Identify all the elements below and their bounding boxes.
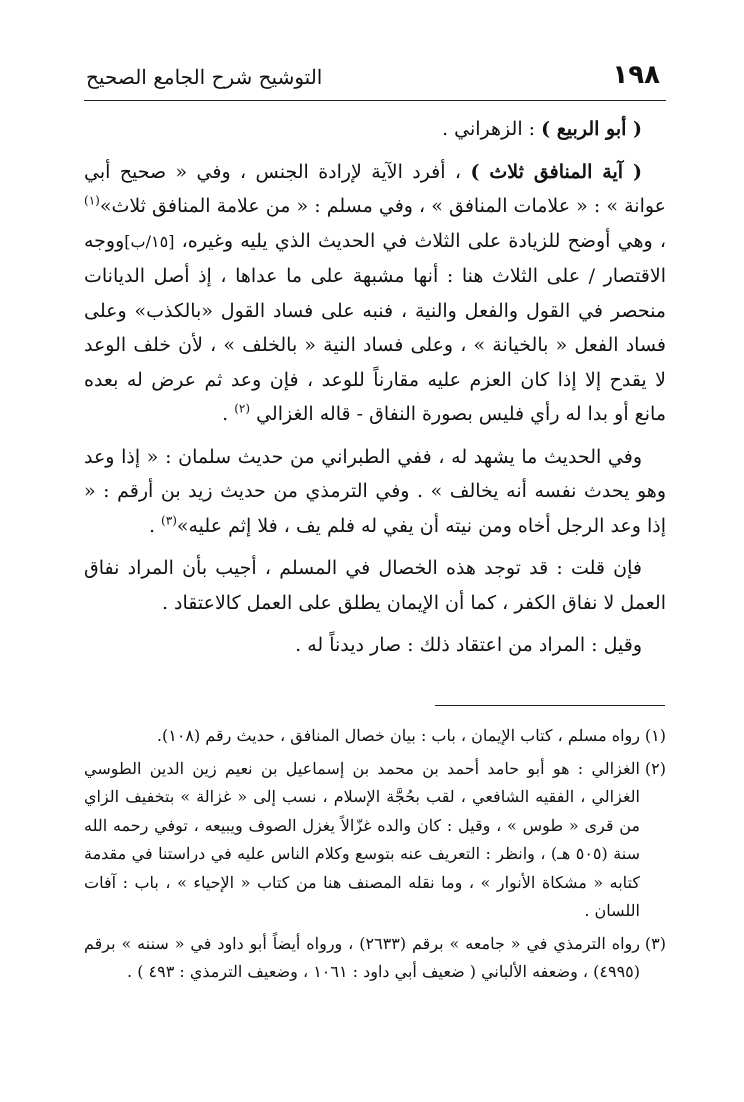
footnote-ref-1: (١) — [84, 193, 100, 208]
margin-folio-note: [١٥/ب] — [124, 231, 175, 251]
paragraph-text: : الزهراني . — [442, 118, 542, 140]
paragraph-text: ، وهي أوضح للزيادة على الثلاث في الحديث الذي يليه وغيره، — [174, 229, 666, 252]
footnote-ref-2: (٢) — [234, 401, 251, 416]
footnote-number: (٣) — [644, 933, 666, 953]
footnote-2 — [84, 755, 666, 926]
footnote-ref-3: (٣) — [161, 513, 177, 528]
paragraph-text: . — [148, 514, 162, 537]
footnote-text: رواه مسلم ، كتاب الإيمان ، باب : بيان خصال المنافق ، حديث رقم (١٠٨). — [156, 726, 640, 745]
footnote-text: الغزالي : هو أبو حامد أحمد بن محمد بن إسماعيل بن نعيم زين الدين الطوسي الغزالي ، الفقيه الشافعي ، لقب بحُجَّة الإسلام ، نسب إلى « غزالة » بتخفيف الزاي من قرى « طوس » ، وقيل : كان والده غزّالاً يغزل الصوف ويبيعه ، توفي رحمه الله سنة (٥٠٥ هـ) ، وانظر : التعريف عنه بتوسع وكلام الناس عليه في دراستنا في مقدمة كتابه « مشكاة الأنوار » ، وما نقله المصنف هنا من كتاب « الإحياء » ، باب : آفات اللسان . — [84, 758, 641, 920]
paragraph-text: . — [222, 403, 235, 425]
paragraph-text: ، أفرد الآية لإرادة الجنس ، وفي « صحيح أبي عوانة » : « علامات المنافق » ، وفي مسلم : « من علامة المنافق ثلاث» — [84, 160, 666, 217]
footnote-number: (٢) — [644, 758, 666, 778]
page-header — [84, 60, 664, 94]
paragraph-alternate-view: وقيل : المراد من اعتقاد ذلك : صار ديدناً له . — [295, 634, 642, 656]
footnote-3 — [84, 930, 666, 987]
main-text — [84, 112, 666, 671]
paragraph-objection: فإن قلت : قد توجد هذه الخصال في المسلم ، أجيب بأن المراد نفاق العمل لا نفاق الكفر ، كما أن الإيمان يطلق على العمل كالاعتقاد . — [84, 557, 666, 614]
page-number: ١٩٨ — [612, 60, 660, 90]
footnote-number: (١) — [644, 726, 666, 745]
paragraph-hadith-support — [84, 440, 666, 544]
header-rule — [84, 100, 666, 101]
paragraph-abu-rabie — [84, 112, 666, 147]
paragraph-text: ووجه الاقتصار / على الثلاث هنا : أنها مشبهة على ما عداها ، إذ أصل الديانات منحصر في القول والفعل والنية ، فنبه على فساد القول «بالكذب» وعلى فساد الفعل « بالخيانة » ، وعلى فساد النية « بالخلف » ، لأن خلف الوعد لا يقدح إلا إذا كان العزم عليه مقارناً للوعد ، فإن وعد ثم عرض له بعده مانع أو بدا له رأي فليس بصورة النفاق - قاله الغزالي — [84, 229, 666, 425]
paragraph-ayat-munafiq — [84, 155, 666, 432]
keyword-ayat-munafiq: ( آية المنافق ثلاث ) — [470, 160, 642, 183]
footnote-separator — [435, 705, 665, 706]
running-title: التوشيح شرح الجامع الصحيح — [86, 65, 323, 89]
footnotes-section — [84, 722, 666, 991]
keyword-abu-rabie: ( أبو الربيع ) — [541, 118, 642, 140]
footnote-text: رواه الترمذي في « جامعه » برقم (٢٦٣٣) ، ورواه أيضاً أبو داود في « سننه » برقم (٤٩٩٥) ، وضعفه الألباني ( ضعيف أبي داود : ١٠٦١ ، وضعيف الترمذي : ٤٩٣ ) . — [84, 933, 640, 981]
paragraph-text: وفي الحديث ما يشهد له ، ففي الطبراني من حديث سلمان : « إذا وعد وهو يحدث نفسه أنه يخالف » . وفي الترمذي من حديث زيد بن أرقم : « إذا وعد الرجل أخاه ومن نيته أن يفي له فلم يف ، فلا إثم عليه» — [84, 445, 666, 537]
footnote-1 — [84, 722, 666, 751]
